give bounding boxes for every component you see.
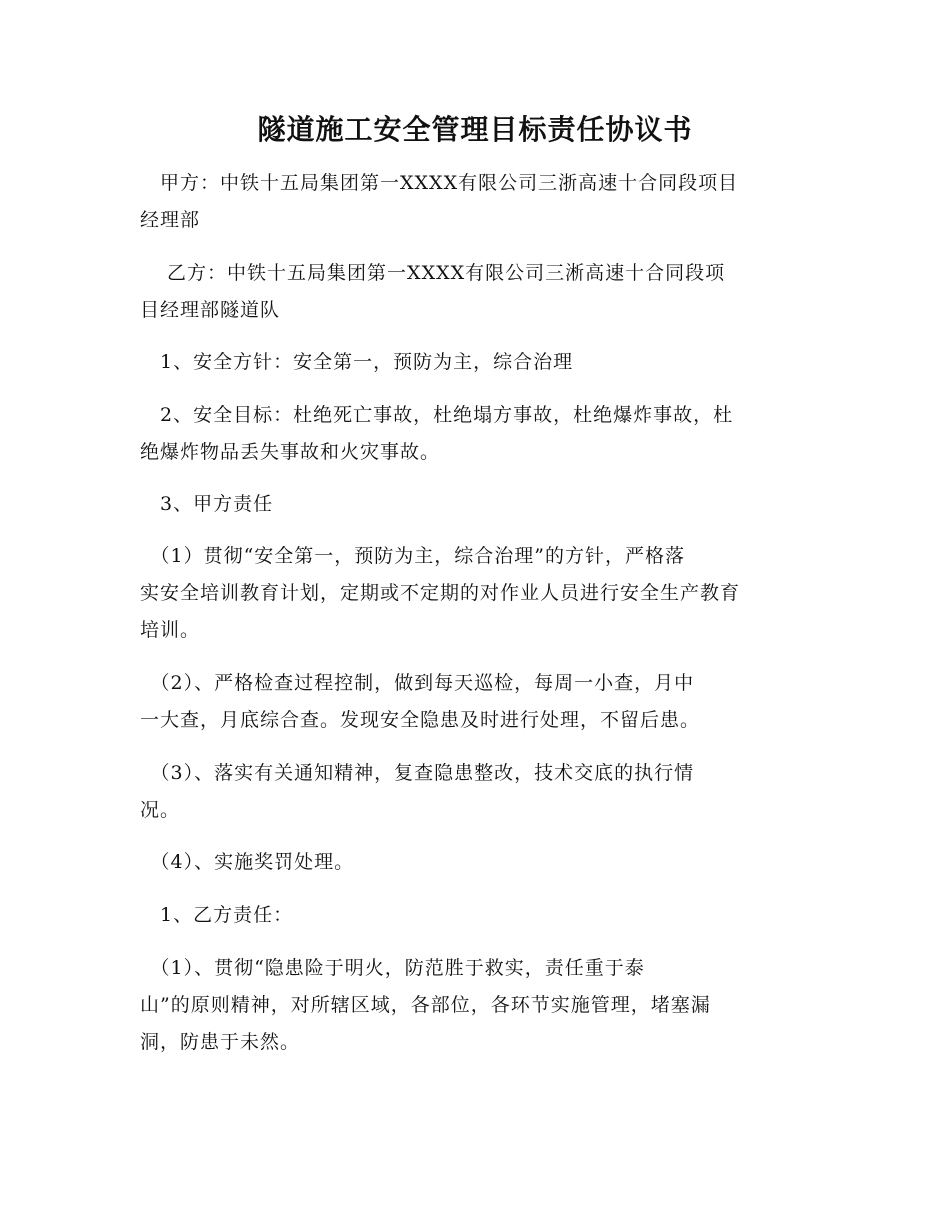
paragraph-line: 经理部	[140, 209, 201, 231]
safety-goal-paragraph	[140, 397, 810, 471]
paragraph-line: 目经理部隧道队	[140, 299, 281, 321]
party-b-duty-1	[140, 950, 810, 1061]
paragraph-line: （3）、落实有关通知精神，复查隐患整改，技术交底的执行情	[140, 762, 695, 784]
party-a-duty-3	[140, 755, 810, 829]
party-a-paragraph	[140, 165, 810, 239]
paragraph-line: 3、甲方责任	[140, 493, 274, 515]
paragraph-line: 2、安全目标：杜绝死亡事故，杜绝塌方事故，杜绝爆炸事故，杜	[140, 404, 734, 426]
document-title: 隧道施工安全管理目标责任协议书	[257, 113, 693, 146]
paragraph-line: 一大查，月底综合查。发现安全隐患及时进行处理，不留后患。	[140, 709, 701, 731]
paragraph-line: 乙方：中铁十五局集团第一XXXX有限公司三淅高速十合同段项	[140, 262, 726, 284]
paragraph-line: （2）、严格检查过程控制，做到每天巡检，每周一小查，月中	[140, 672, 695, 694]
paragraph-line: 洞，防患于未然。	[140, 1031, 301, 1053]
paragraph-line: 1、乙方责任：	[140, 904, 294, 926]
paragraph-line: 绝爆炸物品丢失事故和火灾事故。	[140, 441, 441, 463]
party-b-duty-heading	[140, 897, 810, 934]
party-b-paragraph	[140, 255, 810, 329]
party-a-duty-heading	[140, 486, 810, 523]
paragraph-line: 实安全培训教育计划，定期或不定期的对作业人员进行安全生产教育	[140, 582, 741, 604]
paragraph-line: 况。	[140, 799, 181, 821]
paragraph-line: （4）、实施奖罚处理。	[140, 851, 355, 873]
paragraph-line: 甲方：中铁十五局集团第一XXXX有限公司三浙高速十合同段项目	[140, 172, 739, 194]
paragraph-line: 1、安全方针：安全第一，预防为主，综合治理	[140, 351, 574, 373]
paragraph-line: （1）、贯彻“隐患险于明火，防范胜于救实，责任重于泰	[140, 957, 645, 979]
party-a-duty-1	[140, 538, 810, 649]
party-a-duty-4	[140, 844, 810, 881]
party-a-duty-2	[140, 665, 810, 739]
safety-policy-paragraph	[140, 344, 810, 381]
paragraph-line: 培训。	[140, 619, 201, 641]
paragraph-line: （1）贯彻“安全第一，预防为主，综合治理”的方针，严格落	[140, 545, 686, 567]
paragraph-line: 山”的原则精神，对所辖区域，各部位，各环节实施管理，堵塞漏	[140, 994, 711, 1016]
